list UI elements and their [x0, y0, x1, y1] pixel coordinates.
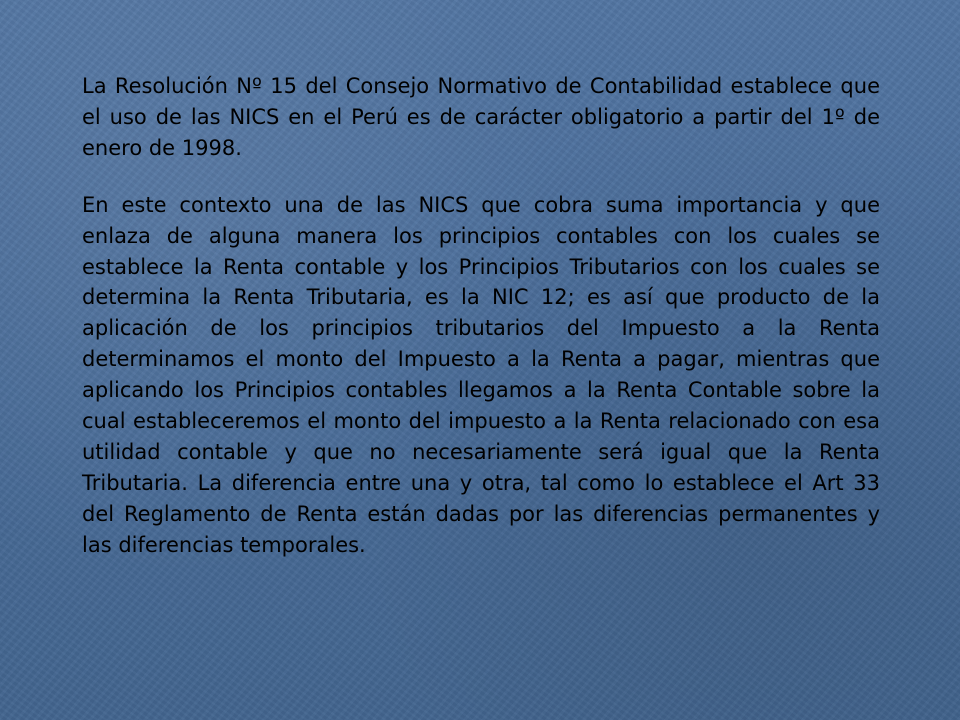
paragraph-resolution: La Resolución Nº 15 del Consejo Normativo de Contabilidad establece que el uso de las NICS en el Perú es de carácter obligatorio a partir del 1º de enero de 1998. — [82, 74, 880, 160]
paragraph-nic12-context: En este contexto una de las NICS que cobra suma importancia y que enlaza de alguna manera los principios contables con los cuales se establece la Renta contable y los Principios Tributarios con los cuales se determina la Renta Tributaria, es la NIC 12; es así que producto de la aplicación de los principios tributarios del Impuesto a la Renta determinamos el monto del Impuesto a la Renta a pagar, mientras que aplicando los Principios contables llegamos a la Renta Contable sobre la cual estableceremos el monto del impuesto a la Renta relacionado con esa utilidad contable y que no necesariamente será igual que la Renta Tributaria. La diferencia entre una y otra, tal como lo establece el Art 33 del Reglamento de Renta están dadas por las diferencias permanentes y las diferencias temporales. — [82, 192, 880, 557]
slide-body — [82, 71, 880, 561]
